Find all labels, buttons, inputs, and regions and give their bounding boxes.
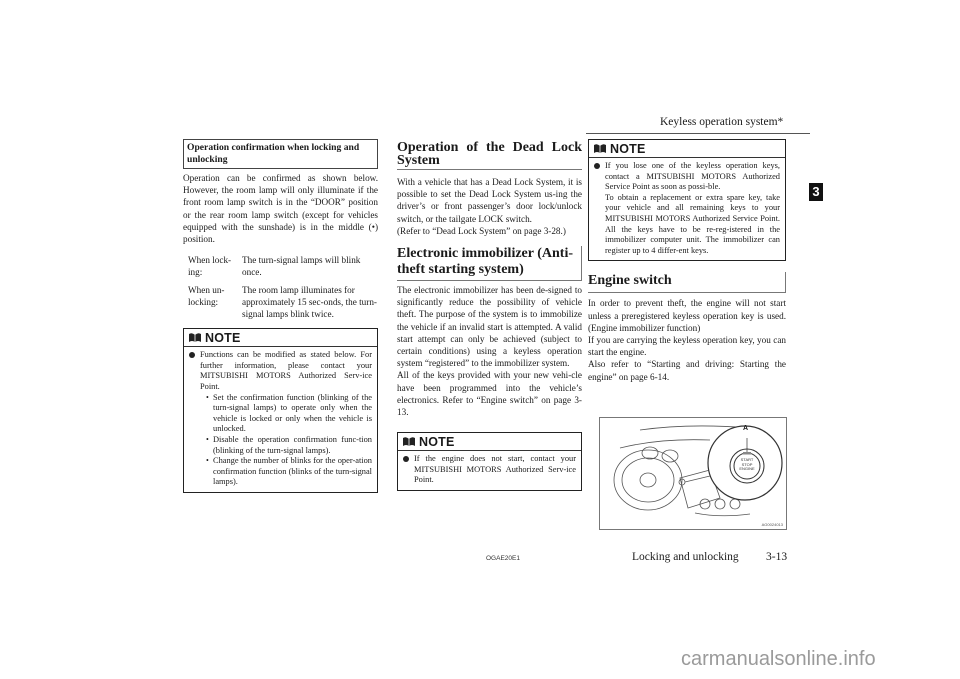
doc-code: OGAE20E1 [486,555,520,562]
definition-row-unlocking [188,284,378,321]
note-body [398,451,581,490]
dead-lock-body: With a vehicle that has a Dead Lock System, it is possible to set the Dead Lock System us-ing the driver’s or front passenger’s door lock/unlock switch, or the tailgate LOCK switch. [397,177,582,224]
figure-code: AG0024013 [761,522,783,527]
sub-item: • Set the confirmation function (blinking of the turn-signal lamps) to operate only when the vehicle is locked or only when the vehicle is unlocked. [206,392,372,434]
note-title: NOTE [610,141,646,156]
note-box-functions [183,328,378,493]
note-body [184,347,377,492]
footer-section-title: Locking and unlocking [632,551,739,563]
note-text: If the engine does not start, contact your MITSUBISHI MOTORS Authorized Serv-ice Point. [414,454,576,485]
note-box-engine-start [397,432,582,491]
column-1 [183,139,378,493]
dashboard-illustration [600,418,786,529]
definition-list [183,254,378,320]
note-box-lost-keys [588,139,786,261]
note-text: To obtain a replacement or extra spare key, take your vehicle and all remaining keys to your MITSUBISHI MOTORS Authorized Service Point. All the keys have to be re-reg-istered in the immobilizer computer unit. The immobilizer can register up to 4 differ-ent keys. [605,192,780,255]
section-title-operation-confirmation: Operation confirmation when locking and unlocking [183,139,378,168]
engine-switch-body-1: In order to prevent theft, the engine will not start unless a preregistered keyless operation key is used. (Engine immobilizer function) [588,298,786,333]
engine-switch-figure [599,417,787,530]
page-number: 3-13 [766,551,788,563]
note-item [189,350,372,488]
section-title-dead-lock: Operation of the Dead Lock System [397,140,582,168]
figure-callout-label: A [743,425,749,432]
start-stop-button: START STOP ENGINE [739,457,755,471]
chapter-tab: 3 [809,183,823,201]
sub-item: • Change the number of blinks for the oper-ation confirmation function (blinks of the turn-signal lamps). [206,456,372,487]
definition-term: When un-locking: [188,284,225,307]
note-header [589,140,785,158]
engine-switch-body-3: Also refer to “Starting and driving: Starting the engine” on page 6-14. [588,359,786,382]
header-rule [586,133,810,134]
definition-desc: The turn-signal lamps will blink once. [242,255,361,278]
section-title-engine-switch: Engine switch [588,272,786,293]
note-title: NOTE [205,330,241,345]
note-title: NOTE [419,434,455,449]
note-text: If you lose one of the keyless operation keys, contact a MITSUBISHI MOTORS Authorized Service Point as soon as possi-ble. [605,161,780,192]
engine-switch-body-2: If you are carrying the keyless operation key, you can start the engine. [588,334,786,358]
dead-lock-reference: (Refer to “Dead Lock System” on page 3-28.) [397,225,566,236]
book-icon [402,436,416,447]
sub-item: • Disable the operation confirmation func-tion (blinking of the turn-signal lamps). [206,434,372,455]
sub-list [200,393,372,488]
intro-paragraph: Operation can be confirmed as shown below. However, the room lamp will only illuminate if the front room lamp switch is in the “DOOR” position or the rear room lamp switch (except for vehicles equipped with the sunshade) is in the middle (•) position. [183,173,378,245]
note-header [398,433,581,451]
book-icon [188,332,202,343]
definition-term: When lock-ing: [188,255,232,278]
running-title: Keyless operation system* [660,116,784,128]
section-title-immobilizer: Electronic immobilizer (Anti-theft starting system) [397,246,582,281]
bullet-icon [189,352,195,358]
book-icon [593,143,607,154]
watermark: carmanualsonline.info [681,648,876,670]
bullet-icon [594,163,600,169]
column-2 [397,141,582,491]
immobilizer-body-2: All of the keys provided with your new vehi-cle have been programmed into the vehicle’s electronics. Refer to “Engine switch” on page 3-13. [397,370,582,418]
definition-desc: The room lamp illuminates for approximately 15 sec-onds, the turn-signal lamps blink twice. [242,284,377,320]
note-header [184,329,377,347]
immobilizer-body-1: The electronic immobilizer has been de-signed to significantly reduce the possibility of vehicle theft. The purpose of the system is to immobilize the vehicle if an invalid start is attempted. A valid start attempt can only be achieved (subject to certain conditions) using a keyless operation system “registered” to the immobilizer system. [397,285,582,369]
bullet-icon [403,456,409,462]
column-3 [588,139,786,383]
note-item [594,161,780,256]
note-item [403,454,576,486]
definition-row-locking [188,254,378,278]
note-body [589,158,785,260]
note-text: Functions can be modified as stated below. For further information, please contact your MITSUBISHI MOTORS Authorized Serv-ice Point. [200,350,372,392]
